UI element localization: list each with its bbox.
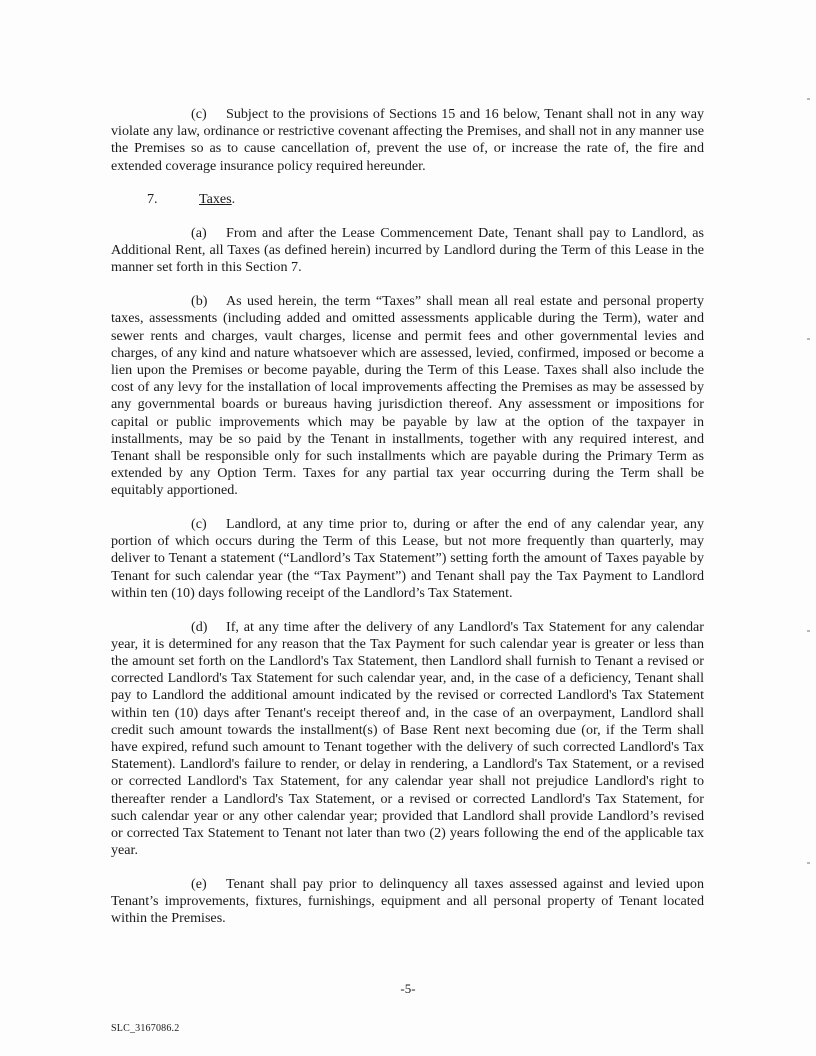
paragraph-label: (c) — [191, 516, 207, 533]
paragraph-label: (a) — [191, 225, 207, 242]
paragraph-text: Tenant shall pay prior to delinquency all taxes assessed against and levied upon Tenant’s improvements, fixtures, furnishings, equipment and all personal property of Tenant located within the Premises. — [111, 875, 704, 927]
scan-artifact — [807, 338, 810, 340]
paragraph-label: (d) — [191, 618, 208, 635]
section-title-punct: . — [231, 191, 236, 208]
paragraph-label: (e) — [191, 875, 207, 892]
paragraph-7e — [111, 876, 704, 928]
paragraph-text: From and after the Lease Commencement Date, Tenant shall pay to Landlord, as Additional Rent, all Taxes (as defined herein) incurred by Landlord during the Term of this Lease in the manner set forth in this Section 7. — [111, 225, 704, 276]
scan-artifact — [807, 862, 810, 864]
paragraph-6c — [111, 106, 704, 175]
page-body — [111, 106, 704, 944]
paragraph-text: If, at any time after the delivery of any Landlord's Tax Statement for any calendar year, it is determined for any reason that the Tax Payment for such calendar year is greater or less than the amount set forth on the Landlord's Tax Statement, then Landlord shall furnish to Tenant a revised or corrected Landlord's Tax Statement for such calendar year, and, in the case of a deficiency, Tenant shall pay to Landlord the additional amount indicated by the revised or corrected Landlord's Tax Statement within ten (10) days after Tenant's receipt thereof and, in the case of an overpayment, Landlord shall credit such amount towards the installment(s) of Base Rent next becoming due (or, if the Term shall have expired, refund such amount to Tenant together with the delivery of such corrected Landlord's Tax Statement). Landlord's failure to render, or delay in rendering, a Landlord's Tax Statement, or a revised or corrected Landlord's Tax Statement, for any calendar year shall not prejudice Landlord's right to thereafter render a Landlord's Tax Statement, or a revised or corrected Landlord's Tax Statement, for such calendar year or any other calendar year; provided that Landlord shall provide Landlord’s revised or corrected Tax Statement to Tenant not later than two (2) years following the end of the applicable tax year. — [111, 618, 704, 859]
page-number: -5- — [400, 981, 416, 996]
paragraph-text: As used herein, the term “Taxes” shall mean all real estate and personal property taxes, assessments (including added and omitted assessments applicable during the Term), water and sewer rents and charges, vault charges, license and permit fees and other governmental levies and charges, of any kind and nature whatsoever which are assessed, levied, confirmed, imposed or become a lien upon the Premises or become payable, during the Term of this Lease. Taxes shall also include the cost of any levy for the installation of local improvements affecting the Premises as may be assessed by any governmental boards or bureaus having jurisdiction thereof. Any assessment or impositions for capital or public improvements which may be payable by law at the option of the taxpayer in installments, may be so paid by the Tenant in installments, together with any required interest, and Tenant shall be responsible only for such installments which are payable during the Primary Term as extended by any Option Term. Taxes for any partial tax year occurring during the Term shall be equitably apportioned. — [111, 293, 704, 499]
section-number: 7. — [147, 191, 158, 208]
scan-artifact — [807, 630, 810, 632]
paragraph-text: Landlord, at any time prior to, during or after the end of any calendar year, any portion of which occurs during the Term of this Lease, but not more frequently than quarterly, may deliver to Tenant a statement (“Landlord’s Tax Statement”) setting forth the amount of Taxes payable by Tenant for such calendar year (the “Tax Payment”) and Tenant shall pay the Tax Payment to Landlord within ten (10) days following receipt of the Landlord’s Tax Statement. — [111, 516, 704, 601]
paragraph-text: Subject to the provisions of Sections 15 and 16 below, Tenant shall not in any way violate any law, ordinance or restrictive covenant affecting the Premises, and shall not in any manner use the Premises so as to cause cancellation of, prevent the use of, or increase the rate of, the fire and extended coverage insurance policy required hereunder. — [111, 106, 704, 174]
section-title: Taxes — [199, 191, 232, 208]
paragraph-label: (c) — [191, 106, 207, 122]
paragraph-7b — [111, 293, 704, 499]
paragraph-7d — [111, 619, 704, 860]
paragraph-7a — [111, 225, 704, 277]
section-heading — [111, 191, 704, 208]
scan-artifact — [807, 98, 810, 100]
document-id: SLC_3167086.2 — [111, 1023, 180, 1034]
paragraph-label: (b) — [191, 293, 208, 310]
paragraph-7c — [111, 516, 704, 602]
